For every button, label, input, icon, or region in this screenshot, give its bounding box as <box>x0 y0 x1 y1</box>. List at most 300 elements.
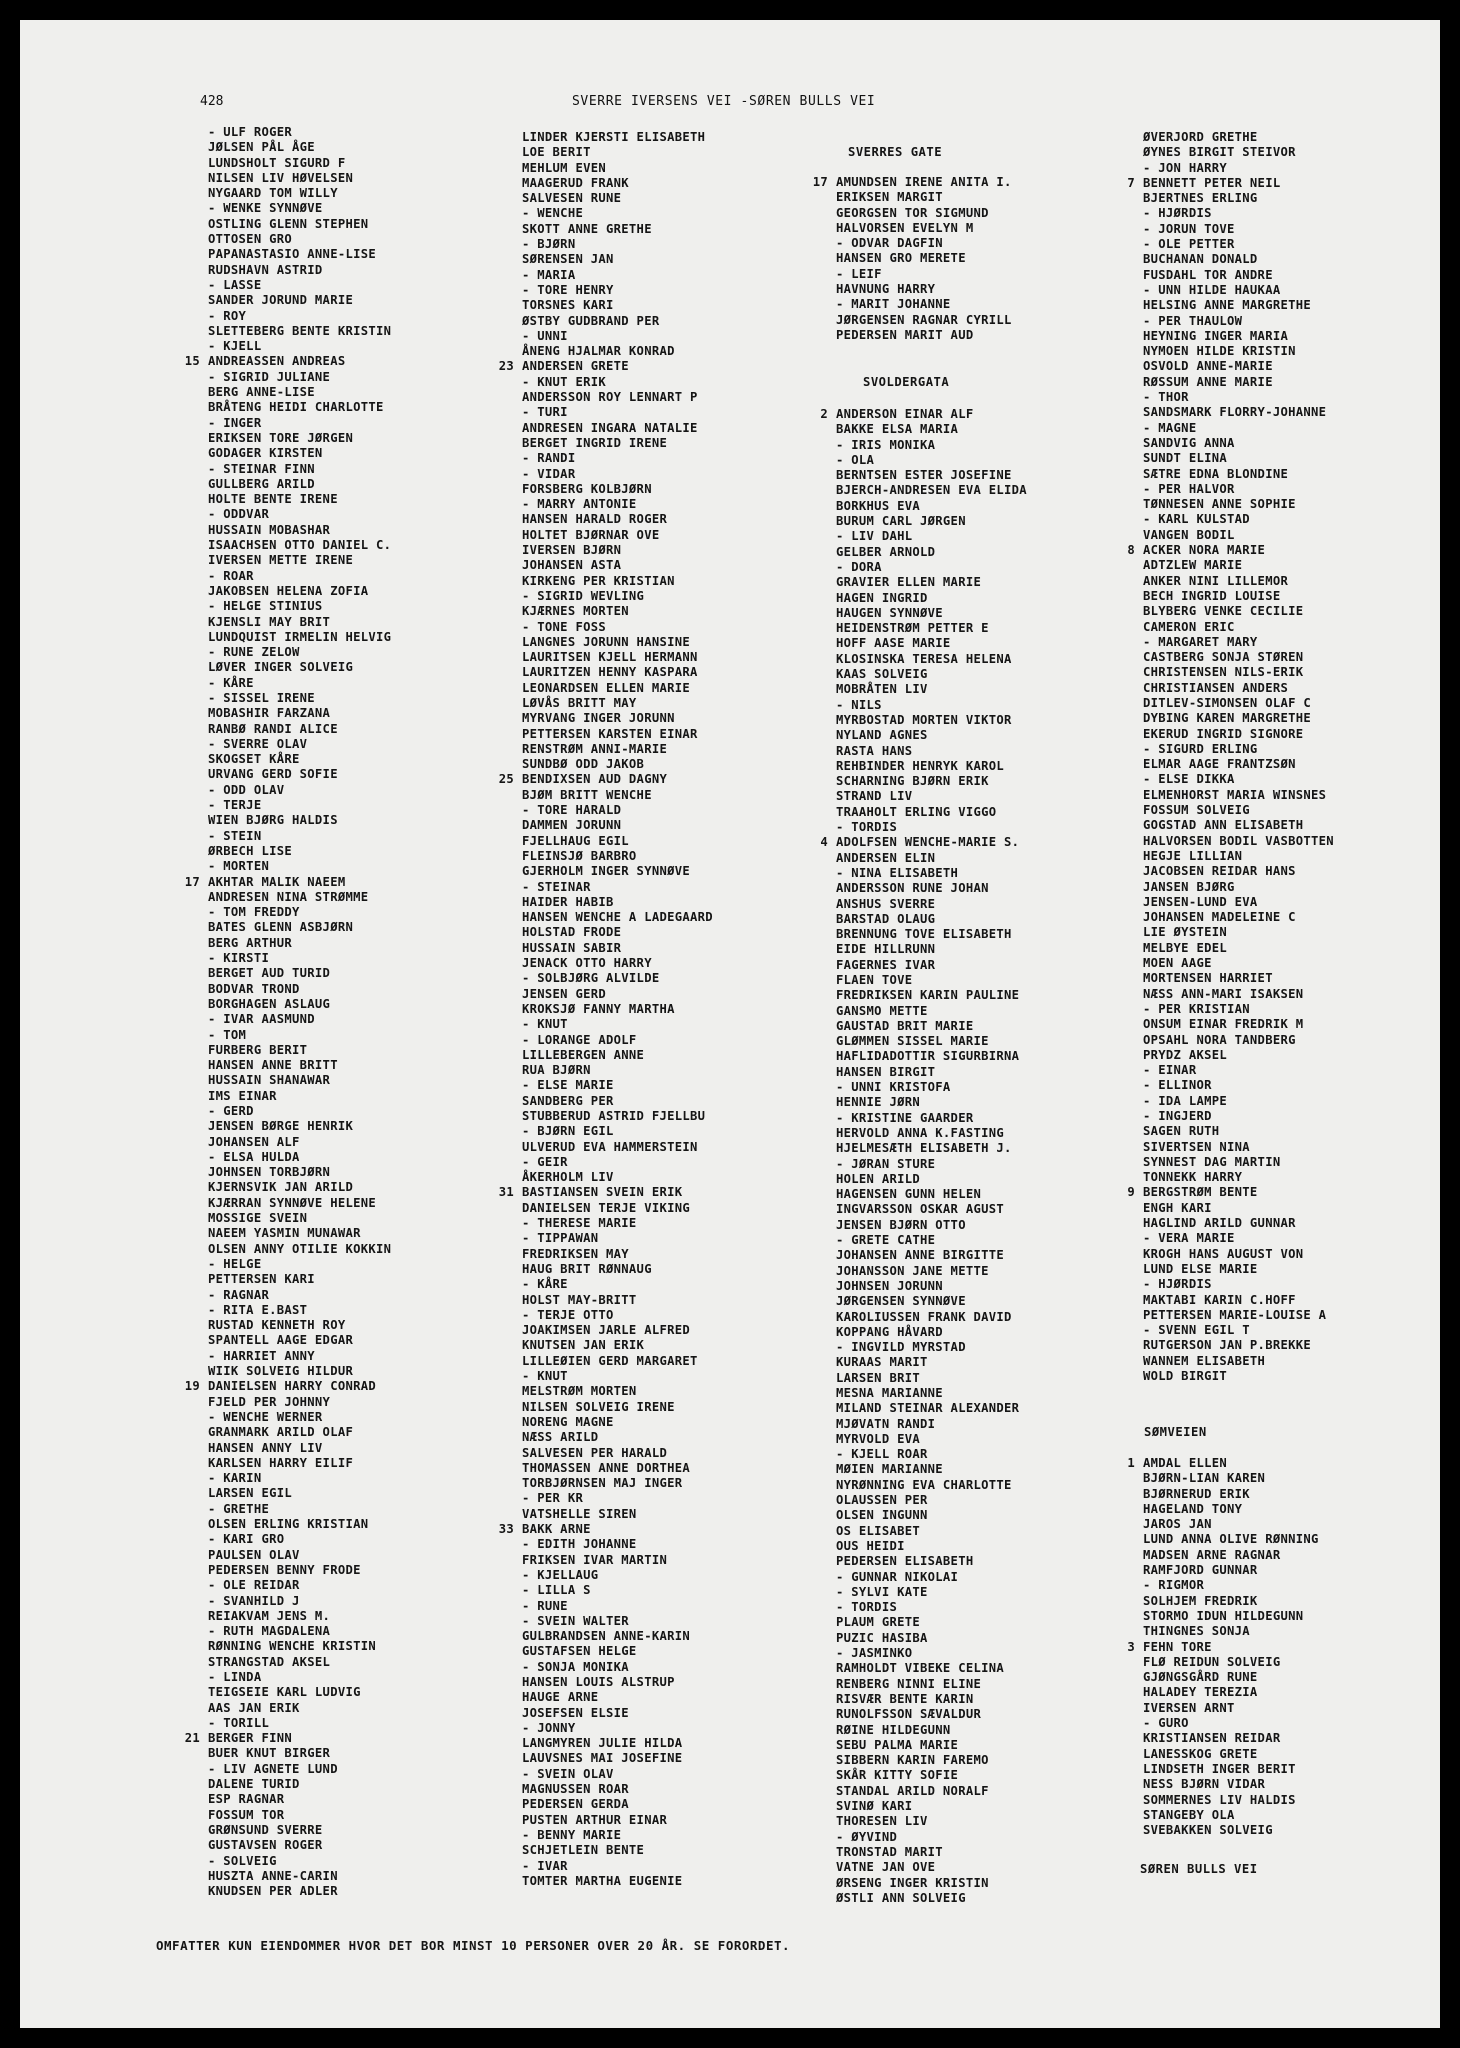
resident-entry <box>1143 1823 1440 1838</box>
resident-name: - KNUT <box>522 1369 568 1384</box>
resident-entry <box>208 982 538 997</box>
resident-name: - KARI GRO <box>208 1532 285 1547</box>
resident-entry <box>208 1012 538 1027</box>
resident-name: GJØNGSGÅRD RUNE <box>1143 1670 1258 1685</box>
resident-entry <box>836 1600 1166 1615</box>
resident-name: HUSSAIN SABIR <box>522 940 622 955</box>
resident-name: LIE ØYSTEIN <box>1143 925 1228 940</box>
resident-entry <box>1143 451 1440 466</box>
resident-entry <box>836 606 1166 621</box>
resident-name: - MARRY ANTONIE <box>522 497 637 512</box>
resident-name: LILLEØIEN GERD MARGARET <box>522 1353 698 1368</box>
resident-entry <box>208 324 538 339</box>
resident-name: MYRBOSTAD MORTEN VIKTOR <box>836 712 1012 727</box>
house-number: 17 <box>812 175 828 189</box>
resident-name: OUS HEIDI <box>836 1538 905 1553</box>
resident-entry <box>208 844 538 859</box>
resident-entry <box>1143 344 1440 359</box>
resident-entry <box>208 1441 538 1456</box>
resident-name: JENSEN-LUND EVA <box>1143 894 1258 909</box>
resident-entry <box>1143 375 1440 390</box>
resident-entry <box>208 156 538 171</box>
resident-name: DANIELSEN TERJE VIKING <box>522 1200 691 1215</box>
resident-entry <box>208 1456 538 1471</box>
resident-name: REIAKVAM JENS M. <box>208 1608 331 1623</box>
resident-entry <box>1143 1517 1440 1532</box>
resident-name: - OLE REIDAR <box>208 1578 300 1593</box>
resident-name: PETTERSEN KARSTEN EINAR <box>522 726 698 741</box>
resident-name: FLAEN TOVE <box>836 972 913 987</box>
resident-entry <box>836 912 1166 927</box>
resident-entry <box>208 1762 538 1777</box>
resident-name: - SVERRE OLAV <box>208 736 308 751</box>
resident-name: OLSEN ERLING KRISTIAN <box>208 1517 369 1532</box>
resident-entry <box>836 282 1166 297</box>
resident-name: FLØ REIDUN SOLVEIG <box>1143 1654 1281 1669</box>
resident-entry <box>522 268 852 283</box>
resident-entry <box>836 1493 1166 1508</box>
resident-entry <box>836 422 1166 437</box>
resident-name: KLOSINSKA TERESA HELENA <box>836 651 1012 666</box>
resident-name: - RUTH MAGDALENA <box>208 1624 331 1639</box>
house-number: 9 <box>1127 1185 1135 1200</box>
resident-entry <box>522 1308 852 1323</box>
resident-entry <box>208 232 538 247</box>
resident-entry <box>522 130 852 145</box>
resident-name: ACKER NORA MARIE <box>1143 543 1266 558</box>
resident-name: - ELSE DIKKA <box>1143 772 1235 787</box>
page-number: 428 <box>200 94 224 109</box>
resident-name: BJØRNERUD ERIK <box>1143 1486 1250 1501</box>
resident-entry <box>1143 757 1440 772</box>
resident-name: MOBRÅTEN LIV <box>836 682 928 697</box>
resident-name: - STEINAR FINN <box>208 461 315 476</box>
resident-entry <box>836 1065 1166 1080</box>
resident-entry <box>1127 1639 1440 1655</box>
resident-entry <box>1143 803 1440 818</box>
resident-entry <box>208 1639 538 1654</box>
resident-entry <box>208 140 538 155</box>
resident-entry <box>208 660 538 675</box>
resident-name: HUSSAIN MOBASHAR <box>208 522 331 537</box>
resident-entry <box>1143 1338 1440 1353</box>
resident-name: OSTLING GLENN STEPHEN <box>208 216 369 231</box>
resident-name: - TERJE <box>208 798 262 813</box>
resident-entry <box>498 772 852 787</box>
resident-entry <box>522 252 852 267</box>
resident-name: ANDREASSEN ANDREAS <box>208 354 346 369</box>
resident-name: - HELGE STINIUS <box>208 599 323 614</box>
resident-name: ANDERSEN GRETE <box>522 359 629 374</box>
resident-name: - INGJERD <box>1143 1109 1212 1123</box>
house-number: 4 <box>820 835 828 850</box>
resident-name: NÆSS ARILD <box>522 1430 599 1445</box>
resident-entry <box>522 1843 852 1858</box>
resident-name: FJELD PER JOHNNY <box>208 1394 331 1409</box>
resident-name: FOSSUM TOR <box>208 1807 285 1822</box>
resident-name: - ØYVIND <box>836 1829 898 1844</box>
resident-name: ØRBECH LISE <box>208 843 293 858</box>
resident-entry <box>1143 1277 1440 1292</box>
resident-name: - INGER <box>208 415 262 430</box>
resident-entry <box>208 966 538 981</box>
resident-entry <box>522 1507 852 1522</box>
resident-name: - TURI <box>522 405 568 420</box>
resident-entry <box>208 1578 538 1593</box>
resident-entry <box>836 820 1166 835</box>
resident-name: MELBYE EDEL <box>1143 940 1228 955</box>
resident-entry <box>208 1242 538 1257</box>
resident-name: SAGEN RUTH <box>1143 1124 1220 1139</box>
resident-entry <box>522 1614 852 1629</box>
resident-name: WANNEM ELISABETH <box>1143 1353 1266 1368</box>
resident-name: - STEIN <box>208 828 262 843</box>
resident-entry <box>1143 681 1440 696</box>
resident-name: - TERJE OTTO <box>522 1307 614 1322</box>
resident-entry <box>1143 834 1440 849</box>
resident-name: OS ELISABET <box>836 1523 921 1538</box>
resident-entry <box>208 691 538 706</box>
resident-name: HANSEN HARALD ROGER <box>522 512 668 527</box>
resident-entry <box>522 497 852 512</box>
resident-name: JØRGENSEN RAGNAR CYRILL <box>836 312 1012 327</box>
resident-name: - PER KR <box>522 1491 584 1506</box>
resident-name: JAROS JAN <box>1143 1517 1212 1532</box>
resident-entry <box>208 798 538 813</box>
resident-entry <box>836 1707 1166 1722</box>
resident-name: - WENCHE <box>522 206 584 221</box>
resident-name: SUNDBØ ODD JAKOB <box>522 757 645 772</box>
resident-name: URVANG GERD SOFIE <box>208 767 338 782</box>
resident-entry <box>836 1264 1166 1279</box>
resident-name: - BENNY MARIE <box>522 1827 622 1842</box>
resident-name: - RUNE ZELOW <box>208 645 300 660</box>
resident-entry <box>208 1257 538 1272</box>
resident-entry <box>208 1165 538 1180</box>
resident-name: LARSEN EGIL <box>208 1486 293 1501</box>
resident-name: - IVAR AASMUND <box>208 1012 315 1027</box>
resident-entry <box>1143 711 1440 726</box>
resident-name: TORBJØRNSEN MAJ INGER <box>522 1476 683 1491</box>
resident-name: HAUG BRIT RØNNAUG <box>522 1261 652 1276</box>
resident-name: - TIPPAWAN <box>522 1231 599 1246</box>
resident-name: HANSEN WENCHE A LADEGAARD <box>522 910 713 925</box>
resident-entry <box>522 1553 852 1568</box>
resident-entry <box>836 468 1166 483</box>
resident-entry <box>1143 1247 1440 1262</box>
resident-entry <box>522 1706 852 1721</box>
resident-entry <box>208 1272 538 1287</box>
column-1 <box>184 125 538 1899</box>
resident-name: ADOLFSEN WENCHE-MARIE S. <box>836 835 1020 850</box>
resident-name: - SVENN EGIL T <box>1143 1323 1250 1338</box>
resident-entry <box>1143 635 1440 650</box>
resident-name: VATSHELLE SIREN <box>522 1506 637 1521</box>
resident-entry <box>1143 436 1440 451</box>
column-3-svoldergata <box>820 407 1166 1906</box>
directory-page <box>20 20 1440 2028</box>
resident-name: - OLA <box>836 452 875 467</box>
resident-name: GULLBERG ARILD <box>208 476 315 491</box>
resident-entry <box>1143 1578 1440 1593</box>
resident-name: - KIRSTI <box>208 951 270 966</box>
resident-name: CAMERON ERIC <box>1143 619 1235 634</box>
resident-entry <box>1143 558 1440 573</box>
resident-name: DITLEV-SIMONSEN OLAF C <box>1143 695 1312 710</box>
resident-name: - ROY <box>208 308 247 323</box>
resident-name: OLAUSSEN PER <box>836 1493 928 1508</box>
resident-name: HAGLIND ARILD GUNNAR <box>1143 1216 1296 1231</box>
resident-name: - WENCHE WERNER <box>208 1409 323 1424</box>
resident-entry <box>1143 1017 1440 1032</box>
resident-entry <box>208 1685 538 1700</box>
resident-entry <box>836 958 1166 973</box>
resident-entry <box>1143 528 1440 543</box>
resident-name: VANGEN BODIL <box>1143 527 1235 542</box>
resident-name: ELMAR AAGE FRANTZSØN <box>1143 757 1296 772</box>
resident-entry <box>1143 1231 1440 1246</box>
resident-name: LANGMYREN JULIE HILDA <box>522 1736 683 1751</box>
resident-entry <box>836 206 1166 221</box>
resident-name: KOPPANG HÅVARD <box>836 1324 943 1339</box>
resident-entry <box>522 1583 852 1598</box>
resident-entry <box>522 1155 852 1170</box>
resident-entry <box>1143 191 1440 206</box>
resident-name: MJØVATN RANDI <box>836 1416 936 1431</box>
resident-name: GRAVIER ELLEN MARIE <box>836 575 982 590</box>
resident-name: - KÅRE <box>208 675 254 690</box>
resident-entry <box>522 1859 852 1874</box>
resident-entry <box>836 483 1166 498</box>
resident-name: RENBERG NINNI ELINE <box>836 1676 982 1691</box>
resident-entry <box>522 803 852 818</box>
resident-name: HANSEN ANNE BRITT <box>208 1058 338 1073</box>
resident-name: KNUDSEN PER ADLER <box>208 1884 338 1899</box>
resident-name: MILAND STEINAR ALEXANDER <box>836 1401 1020 1416</box>
resident-entry <box>1143 1685 1440 1700</box>
resident-name: - LINDA <box>208 1669 262 1684</box>
resident-name: HOLTE BENTE IRENE <box>208 492 338 507</box>
resident-name: HENNIE JØRN <box>836 1095 921 1110</box>
resident-name: SÆTRE EDNA BLONDINE <box>1143 466 1289 481</box>
resident-name: BLYBERG VENKE CECILIE <box>1143 604 1304 619</box>
resident-name: OPSAHL NORA TANDBERG <box>1143 1032 1296 1047</box>
resident-name: HEYNING INGER MARIA <box>1143 328 1289 343</box>
resident-name: STRAND LIV <box>836 789 913 804</box>
resident-entry <box>1127 175 1440 191</box>
resident-entry <box>522 1446 852 1461</box>
resident-name: JOHANSEN MADELEINE C <box>1143 910 1296 925</box>
house-number: 1 <box>1127 1456 1135 1470</box>
resident-entry <box>836 1768 1166 1783</box>
resident-entry <box>836 1830 1166 1845</box>
resident-name: SLETTEBERG BENTE KRISTIN <box>208 323 392 338</box>
resident-entry <box>836 1615 1166 1630</box>
resident-name: STANDAL ARILD NORALF <box>836 1783 989 1798</box>
resident-name: BORGHAGEN ASLAUG <box>208 996 331 1011</box>
resident-entry <box>498 359 852 374</box>
resident-entry <box>522 161 852 176</box>
resident-name: SVINØ KARI <box>836 1799 913 1814</box>
resident-entry <box>522 1323 852 1338</box>
resident-entry <box>836 1248 1166 1263</box>
resident-entry <box>208 722 538 737</box>
resident-entry <box>208 492 538 507</box>
resident-entry <box>208 400 538 415</box>
resident-name: RISVÆR BENTE KARIN <box>836 1691 974 1706</box>
resident-name: ØSTLI ANN SOLVEIG <box>836 1890 966 1905</box>
resident-entry <box>836 1141 1166 1156</box>
resident-name: - MARIA <box>522 267 576 282</box>
resident-entry <box>820 835 1166 850</box>
resident-name: PEDERSEN BENNY FRODE <box>208 1562 361 1577</box>
resident-name: BJERCH-ANDRESEN EVA ELIDA <box>836 483 1027 498</box>
resident-name: ERIKSEN MARGIT <box>836 190 943 205</box>
resident-entry <box>1143 405 1440 420</box>
house-number: 17 <box>184 874 200 889</box>
resident-name: - RAGNAR <box>208 1287 270 1302</box>
resident-entry <box>836 575 1166 590</box>
resident-name: SANDVIG ANNA <box>1143 435 1235 450</box>
resident-entry <box>522 727 852 742</box>
resident-entry <box>522 711 852 726</box>
resident-entry <box>1143 283 1440 298</box>
resident-name: WOLD BIRGIT <box>1143 1369 1228 1384</box>
resident-entry <box>522 1048 852 1063</box>
resident-name: RUDSHAVN ASTRID <box>208 262 323 277</box>
resident-name: - IRIS MONIKA <box>836 437 936 452</box>
resident-entry <box>208 1425 538 1440</box>
resident-entry <box>1143 1471 1440 1486</box>
resident-name: IVERSEN BJØRN <box>522 543 622 558</box>
resident-entry <box>208 1333 538 1348</box>
resident-name: KNUTSEN JAN ERIK <box>522 1338 645 1353</box>
resident-entry <box>208 1364 538 1379</box>
resident-name: LAURITZEN HENNY KASPARA <box>522 665 698 680</box>
resident-name: - ODD OLAV <box>208 782 285 797</box>
resident-name: MELSTRØM MORTEN <box>522 1384 637 1399</box>
resident-entry <box>522 1767 852 1782</box>
resident-entry <box>1143 359 1440 374</box>
resident-name: - TONE FOSS <box>522 619 607 634</box>
resident-entry <box>836 805 1166 820</box>
resident-entry <box>836 1799 1166 1814</box>
resident-entry <box>836 514 1166 529</box>
resident-name: SIBBERN KARIN FAREMO <box>836 1753 989 1768</box>
resident-name: HAVNUNG HARRY <box>836 282 936 297</box>
resident-entry <box>522 1599 852 1614</box>
resident-entry <box>1143 314 1440 329</box>
resident-entry <box>522 558 852 573</box>
resident-name: - RANDI <box>522 451 576 466</box>
resident-entry <box>208 615 538 630</box>
resident-entry <box>522 1216 852 1231</box>
resident-entry <box>522 1491 852 1506</box>
resident-name: NAEEM YASMIN MUNAWAR <box>208 1226 361 1241</box>
resident-name: JENSEN GERD <box>522 986 607 1001</box>
resident-entry <box>1143 1262 1440 1277</box>
resident-name: MOEN AAGE <box>1143 956 1212 971</box>
resident-name: RØINE HILDEGUNN <box>836 1722 951 1737</box>
resident-name: HAUGEN SYNNØVE <box>836 605 943 620</box>
resident-name: - TOM FREDDY <box>208 905 300 920</box>
resident-entry <box>836 851 1166 866</box>
resident-name: - NILS <box>836 697 882 712</box>
resident-entry <box>836 789 1166 804</box>
resident-entry <box>522 390 852 405</box>
resident-entry <box>836 1279 1166 1294</box>
resident-name: - PER THAULOW <box>1143 313 1243 328</box>
resident-name: FAGERNES IVAR <box>836 957 936 972</box>
resident-name: IVERSEN METTE IRENE <box>208 553 354 568</box>
resident-entry <box>522 1109 852 1124</box>
resident-name: BAKK ARNE <box>522 1522 591 1537</box>
resident-entry <box>1143 880 1440 895</box>
resident-name: - GURO <box>1143 1716 1189 1731</box>
resident-name: FURBERG BERIT <box>208 1042 308 1057</box>
resident-entry <box>522 757 852 772</box>
resident-entry <box>208 890 538 905</box>
resident-entry <box>1143 589 1440 604</box>
resident-name: DANIELSEN HARRY CONRAD <box>208 1379 377 1394</box>
resident-name: - NINA ELISABETH <box>836 865 959 880</box>
resident-entry <box>522 528 852 543</box>
resident-name: RENSTRØM ANNI-MARIE <box>522 741 668 756</box>
resident-name: - SOLBJØRG ALVILDE <box>522 971 660 986</box>
resident-name: SØRENSEN JAN <box>522 252 614 267</box>
resident-entry <box>208 416 538 431</box>
resident-name: LEONARDSEN ELLEN MARIE <box>522 680 691 695</box>
resident-name: MAKTABI KARIN C.HOFF <box>1143 1292 1296 1307</box>
resident-entry <box>208 263 538 278</box>
resident-entry <box>1143 772 1440 787</box>
resident-entry <box>208 1486 538 1501</box>
resident-entry <box>1143 1063 1440 1078</box>
resident-entry <box>522 1690 852 1705</box>
resident-name: - GRETHE <box>208 1501 270 1516</box>
resident-entry <box>836 1371 1166 1386</box>
resident-name: KURAAS MARIT <box>836 1355 928 1370</box>
resident-name: - MORTEN <box>208 859 270 874</box>
resident-name: PLAUM GRETE <box>836 1615 921 1630</box>
resident-entry <box>1143 1094 1440 1109</box>
resident-entry <box>522 1874 852 1889</box>
resident-name: PUZIC HASIBA <box>836 1630 928 1645</box>
resident-entry <box>522 283 852 298</box>
column-4 <box>1127 130 1440 1384</box>
resident-name: CHRISTENSEN NILS-ERIK <box>1143 665 1304 680</box>
resident-entry <box>1127 1185 1440 1200</box>
resident-name: PEDERSEN GERDA <box>522 1797 629 1812</box>
house-number: 15 <box>184 354 200 369</box>
resident-entry <box>1143 1323 1440 1338</box>
resident-entry <box>836 1784 1166 1799</box>
resident-entry <box>1143 1747 1440 1762</box>
resident-name: RUNOLFSSON SÆVALDUR <box>836 1707 982 1722</box>
resident-name: BECH INGRID LOUISE <box>1143 588 1281 603</box>
resident-name: MYRVANG INGER JORUNN <box>522 711 675 726</box>
resident-entry <box>836 1753 1166 1768</box>
resident-name: - TOM <box>208 1027 247 1042</box>
resident-entry <box>208 1073 538 1088</box>
resident-entry <box>208 1119 538 1134</box>
resident-name: SANDSMARK FLORRY-JOHANNE <box>1143 405 1327 420</box>
resident-entry <box>184 1379 538 1394</box>
resident-name: THOMASSEN ANNE DORTHEA <box>522 1460 691 1475</box>
resident-entry <box>836 328 1166 343</box>
resident-name: LAURITSEN KJELL HERMANN <box>522 650 698 665</box>
resident-entry <box>522 665 852 680</box>
